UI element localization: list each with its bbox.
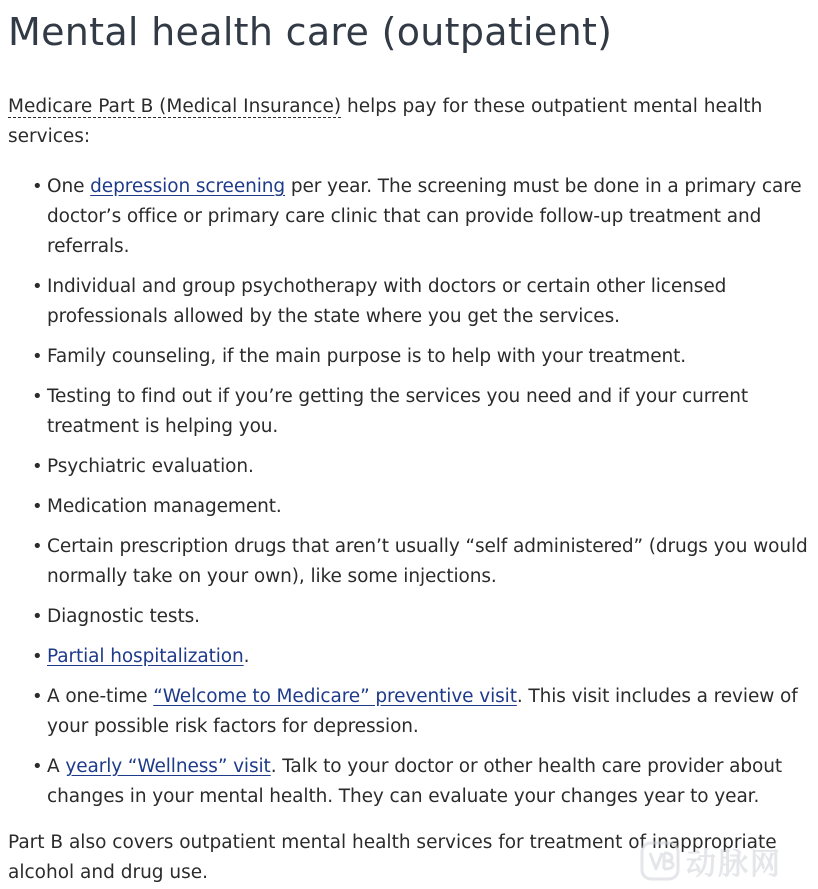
yearly-wellness-visit-link[interactable]: yearly “Wellness” visit [65, 756, 271, 777]
list-item-text: Individual and group psychotherapy with doctors or certain other licensed professionals allowed by the state where you get the services. [47, 276, 727, 327]
watermark-text: 动脉网 [686, 847, 782, 882]
welcome-to-medicare-visit-link[interactable]: “Welcome to Medicare” preventive visit [153, 686, 517, 707]
page-title: Mental health care (outpatient) [8, 10, 613, 54]
intro-paragraph [8, 92, 814, 152]
list-item-text: Family counseling, if the main purpose is to help with your treatment. [47, 346, 687, 367]
bullet-icon: • [32, 346, 43, 367]
list-item-text: Psychiatric evaluation. [47, 456, 254, 477]
watermark [640, 839, 808, 883]
list-item-text: Certain prescription drugs that aren’t usually “self administered” (drugs you would normally take on your own), like some injections. [47, 536, 808, 587]
list-item [32, 382, 814, 442]
list-item-text: per year. The screening must be done in a primary care doctor’s office or primary care clinic that can provide follow-up treatment and referrals. [47, 176, 802, 257]
glossary-term-medicare-part-b[interactable]: Medicare Part B (Medical Insurance) [8, 96, 342, 117]
list-item [32, 452, 814, 482]
partial-hospitalization-link[interactable]: Partial hospitalization [47, 646, 244, 667]
list-item-text: One [47, 176, 91, 197]
bullet-icon: • [32, 176, 43, 197]
bullet-icon: • [32, 456, 43, 477]
bullet-icon: • [32, 536, 43, 557]
list-item [32, 532, 814, 592]
list-item-text: Medication management. [47, 496, 282, 517]
list-item-text: A one-time [47, 686, 154, 707]
bullet-icon: • [32, 386, 43, 407]
bullet-icon: • [32, 606, 43, 627]
list-item-text: Testing to find out if you’re getting the services you need and if your current treatment is helping you. [47, 386, 749, 437]
list-item-text: A [47, 756, 66, 777]
list-item [32, 602, 814, 632]
watermark-logo-icon [640, 841, 680, 881]
list-item-text: . [243, 646, 250, 667]
depression-screening-link[interactable]: depression screening [90, 176, 286, 197]
outro-paragraph: Part B also covers outpatient mental health services for treatment of inappropriate alcohol and drug use. [8, 832, 777, 883]
list-item-text: Diagnostic tests. [47, 606, 200, 627]
list-item [32, 342, 814, 372]
list-item [32, 492, 814, 522]
list-item-text: . Talk to your doctor or other health care provider about changes in your mental health. They can evaluate your changes year to year. [47, 756, 783, 807]
list-item [32, 682, 814, 742]
list-item [32, 752, 814, 812]
list-item-text: . This visit includes a review of your possible risk factors for depression. [47, 686, 798, 737]
article [8, 0, 814, 888]
intro-text: helps pay for these outpatient mental health services: [8, 96, 763, 147]
bullet-icon: • [32, 646, 43, 667]
list-item [32, 642, 814, 672]
bullet-icon: • [32, 276, 43, 297]
bullet-icon: • [32, 756, 43, 777]
services-list [8, 172, 814, 812]
list-item [32, 272, 814, 332]
list-item [32, 172, 814, 262]
bullet-icon: • [32, 686, 43, 707]
bullet-icon: • [32, 496, 43, 517]
